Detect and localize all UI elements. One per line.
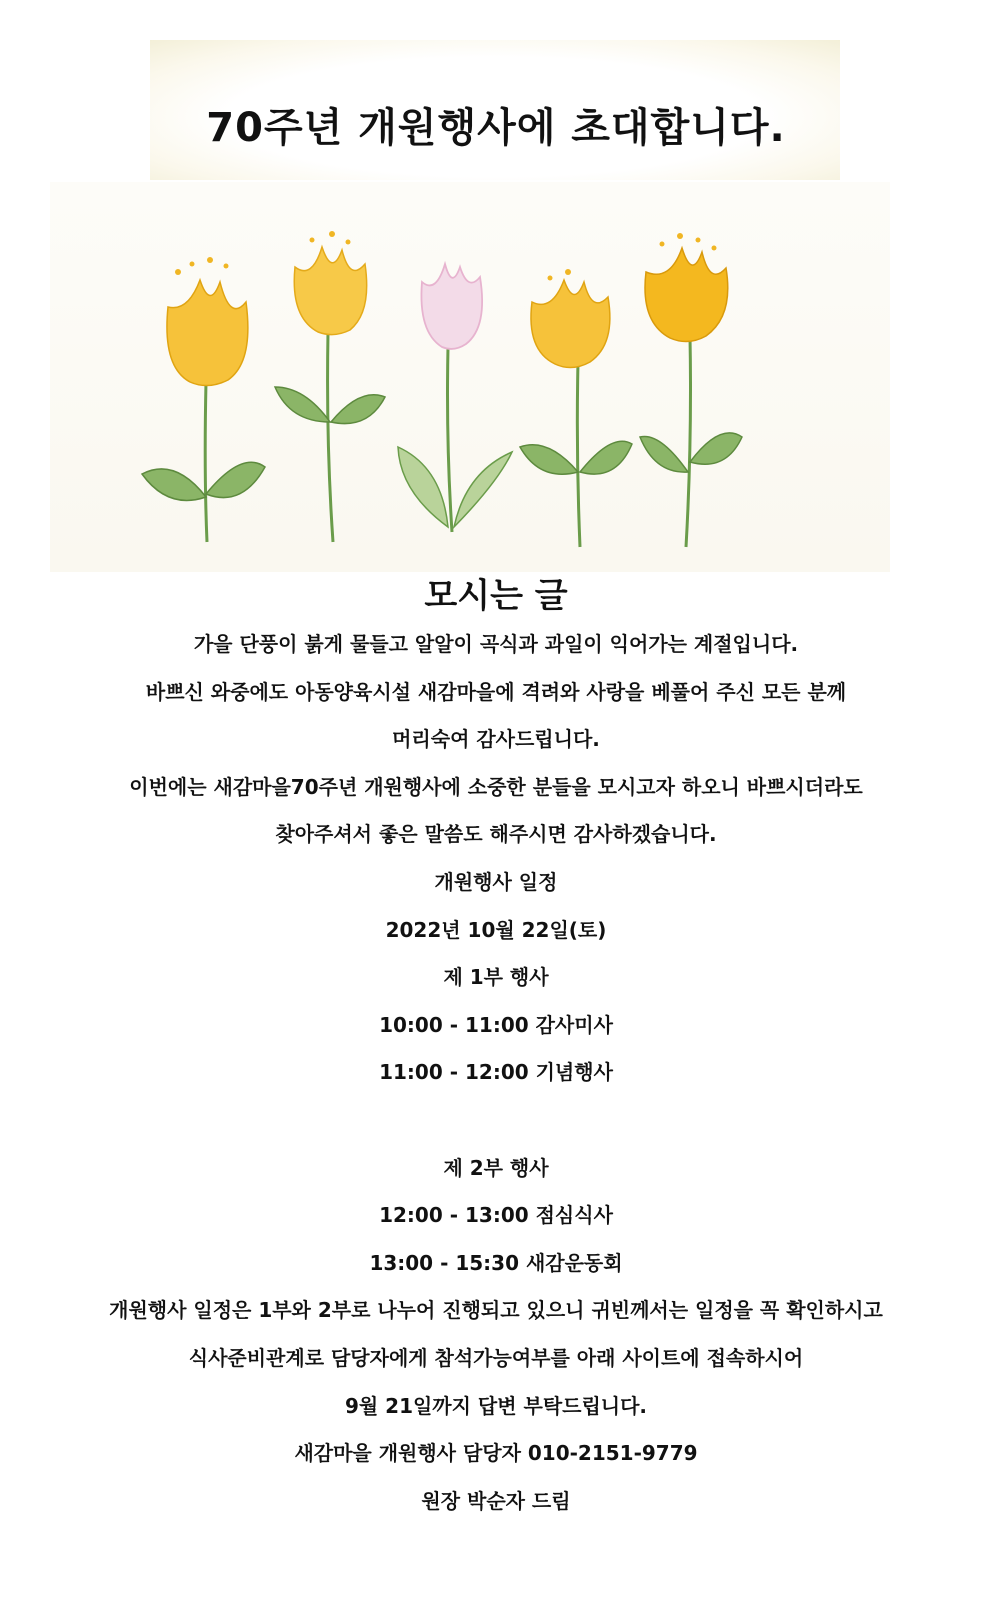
part-1-title: 제 1부 행사 bbox=[443, 965, 549, 990]
tulip-3 bbox=[398, 264, 512, 532]
letter-line: 식사준비관계로 담당자에게 참석가능여부를 아래 사이트에 접속하시어 bbox=[188, 1345, 804, 1370]
reply-deadline: 9월 21일까지 답변 부탁드립니다. bbox=[344, 1393, 648, 1418]
invitation-title: 70주년 개원행사에 초대합니다. bbox=[206, 105, 786, 151]
schedule-item: 13:00 - 15:30 새감운동회 bbox=[369, 1250, 623, 1275]
schedule-title: 개원행사 일정 bbox=[434, 869, 558, 894]
tulip-illustration bbox=[50, 182, 890, 572]
schedule-item: 10:00 - 11:00 감사미사 bbox=[379, 1012, 613, 1037]
letter-line: 개원행사 일정은 1부와 2부로 나누어 진행되고 있으니 귀빈께서는 일정을 꼭 확인하시고 bbox=[109, 1298, 883, 1323]
tulip-1 bbox=[142, 257, 265, 542]
letter-line: 머리숙여 감사드립니다. bbox=[392, 727, 600, 752]
letter-body bbox=[0, 632, 992, 1536]
tulip-4 bbox=[520, 269, 632, 547]
schedule-item: 11:00 - 12:00 기념행사 bbox=[379, 1060, 613, 1085]
letter-heading: 모시는 글 bbox=[424, 576, 568, 616]
letter-line: 이번에는 새감마을70주년 개원행사에 소중한 분들을 모시고자 하오니 바쁘시더라도 bbox=[129, 774, 863, 799]
signature: 원장 박순자 드림 bbox=[421, 1488, 571, 1513]
event-date: 2022년 10월 22일(토) bbox=[385, 917, 607, 942]
schedule-item: 12:00 - 13:00 점심식사 bbox=[379, 1203, 613, 1228]
tulip-5 bbox=[640, 233, 742, 547]
contact-info: 새감마을 개원행사 담당자 010-2151-9779 bbox=[294, 1441, 698, 1466]
tulip-drawing bbox=[50, 182, 890, 572]
letter-line: 찾아주셔서 좋은 말씀도 해주시면 감사하겠습니다. bbox=[275, 822, 717, 847]
tulip-2 bbox=[275, 231, 385, 542]
spacer bbox=[0, 1108, 992, 1156]
part-2-title: 제 2부 행사 bbox=[443, 1155, 549, 1180]
letter-line: 가을 단풍이 붉게 물들고 알알이 곡식과 과일이 익어가는 계절입니다. bbox=[193, 632, 799, 656]
letter-line: 바쁘신 와중에도 아동양육시설 새감마을에 격려와 사랑을 베풀어 주신 모든 분께 bbox=[145, 679, 847, 704]
